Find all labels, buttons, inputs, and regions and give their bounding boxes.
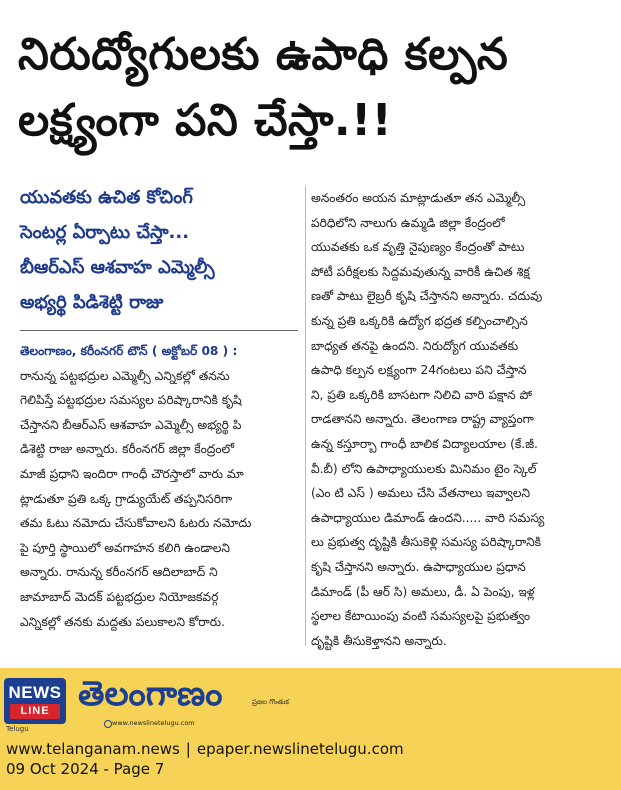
- telanganam-brand: తెలంగాణం: [78, 674, 223, 714]
- globe-icon: [104, 720, 112, 728]
- text-line: చేస్తానని బీఆర్ఎస్ ఆశవాహ ఎమ్మెల్సీ అభ్యర్థి పి: [20, 417, 242, 432]
- site-link-telanganam[interactable]: www.telanganam.news: [6, 740, 180, 758]
- dateline: తెలంగాణం, కరీంనగర్ టౌన్ ( అక్టోబర్ 08 ) :: [20, 344, 238, 358]
- text-line: పై పూర్తి స్థాయిలో అవగాహన కలిగి ఉండాలని: [20, 540, 230, 555]
- epaper-footer: [0, 668, 621, 790]
- text-line: డిమాండ్ (పీ ఆర్ సి) అమలు, డీ. ఏ పెంపు, ఇళ్ల: [311, 584, 535, 599]
- text-line: జామాబాద్ మెదక్ పట్టభద్రుల నియోజకవర్గ: [20, 589, 219, 604]
- sub-headline-line: అభ్యర్థి పిడిశెట్టి రాజు: [20, 292, 164, 313]
- text-line: పోటీ పరీక్షలకు సిద్దమవుతున్న వారికీ ఉచిత శిక్ష: [311, 264, 530, 279]
- text-line: తమ ఓటు నమోదు చేసుకోవాలని ఓటరు నమోదు: [20, 516, 252, 531]
- text-line: లు ప్రభుత్వ దృష్టికి తీసుకెళ్లి సమస్య పరిష్కారానికి: [311, 535, 542, 550]
- text-line: ఎన్నికల్లో తనకు మద్దతు పలుకాలని కోరారు.: [20, 614, 226, 629]
- sub-headline-line: సెంటర్ల ఏర్పాటు చేస్తా...: [20, 222, 190, 243]
- site-links: [6, 740, 404, 758]
- text-line: (ఎం టి ఎస్ ) అమలు చేసి వేతనాలు ఇవ్వాలని: [311, 486, 531, 501]
- text-line: పరిధిలోని నాలుగు ఉమ్మడి జిల్లా కేంద్రంలో: [311, 215, 505, 230]
- text-line: వీ.బీ) లోని ఉపాధ్యాయులకు మినిమం టైం స్కెల్: [311, 461, 537, 476]
- text-line: ఉపాధి కల్పన లక్ష్యంగా 24గంటలు పని చేస్తాన: [311, 363, 527, 378]
- text-line: ఉన్న కస్తూర్బా గాంధీ బాలిక విద్యాలయాల (కే.జీ.: [311, 436, 538, 451]
- text-line: బాధ్యత తనపై ఉందని. నిరుద్యోగ యువతకు: [311, 338, 519, 353]
- text-line: ఉపాధ్యాయుల డిమాండ్ ఉందని..... వారి సమస్య: [311, 510, 545, 525]
- text-line: అన్నారు. రానున్న కరీంనగర్ ఆదిలాబాద్ ని: [20, 565, 218, 580]
- link-separator: |: [185, 740, 191, 758]
- logo-news-text: NEWS: [8, 683, 62, 702]
- logo-line-text: LINE: [10, 704, 60, 719]
- column-divider: [305, 186, 306, 646]
- headline-line-2: లక్ష్యంగా పని చేస్తా.!!: [18, 95, 393, 146]
- site-link-epaper[interactable]: epaper.newslinetelugu.com: [196, 740, 404, 758]
- text-line: అనంతరం అయన మాట్లాడుతూ తన ఎమ్మెల్సీ: [311, 191, 526, 205]
- logo-subtitle: Telugu: [6, 725, 29, 733]
- sub-headline: [20, 180, 298, 320]
- text-line: రాడతానని అన్నారు. తెలంగాణ రాష్ట్ర వ్యాప్తంగా: [311, 412, 534, 427]
- text-line: యువతకు ఒక వృత్తి నైపుణ్యం కేంద్రంతో పాటు: [311, 240, 525, 255]
- text-line: డిశెట్టి రాజు అన్నారు. కరీంనగర్ జిల్లా కేంద్రంలో: [20, 442, 235, 457]
- section-rule: [20, 330, 298, 331]
- text-line: ట్లాడుతూ ప్రతి ఒక్క గ్రాడ్యుయేట్ తప్పనిసరిగా: [20, 491, 233, 506]
- left-column: [20, 180, 298, 634]
- text-line: ణతో పాటు లైబ్రరీ కృషి చేస్తానని అన్నారు. చదువు: [311, 289, 543, 304]
- text-line: స్థలాల కేటాయింపు వంటి సమస్యలపై ప్రభుత్వం: [311, 609, 531, 624]
- headline-line-1: నిరుద్యోగులకు ఉపాధి కల్పన: [18, 29, 509, 80]
- text-line: కున్న ప్రతి ఒక్కరికి ఉద్యోగ భద్రత కల్పించాల్సిన: [311, 313, 528, 328]
- left-body-text: [20, 339, 298, 634]
- right-body-text: [311, 186, 607, 653]
- text-line: మాజీ ప్రధాని ఇందిరా గాంధీ చౌరస్తాలో వారు మా: [20, 466, 244, 481]
- newsline-logo: [4, 678, 66, 724]
- edition-date-page: 09 Oct 2024 - Page 7: [6, 760, 165, 778]
- sub-headline-line: యువతకు ఉచిత కోచింగ్: [20, 187, 193, 208]
- text-line: దృష్టికి తీసుకెళ్తానని అన్నారు.: [311, 633, 447, 648]
- text-line: ని, ప్రతి ఒక్కరికి బాసటగా నిలిచి వారి పక్షాన పో: [311, 387, 533, 402]
- headline: [18, 22, 608, 154]
- sub-headline-line: బీఆర్ఎస్ ఆశవాహ ఎమ్మెల్సీ: [20, 257, 215, 278]
- brand-url: www.newslinetelugu.com: [112, 719, 195, 727]
- right-column: [311, 186, 607, 653]
- brand-tagline: ప్రజల గొంతుక: [252, 698, 289, 706]
- text-line: రానున్న పట్టభద్రుల ఎమ్మెల్సీ ఎన్నికల్లో తనను: [20, 368, 230, 383]
- text-line: గెలిపిస్తే పట్టభద్రుల సమస్యల పరిష్కారానికి కృషి: [20, 393, 242, 408]
- text-line: కృషి చేస్తానని అన్నారు. ఉపాధ్యాయుల ప్రధాన: [311, 559, 526, 574]
